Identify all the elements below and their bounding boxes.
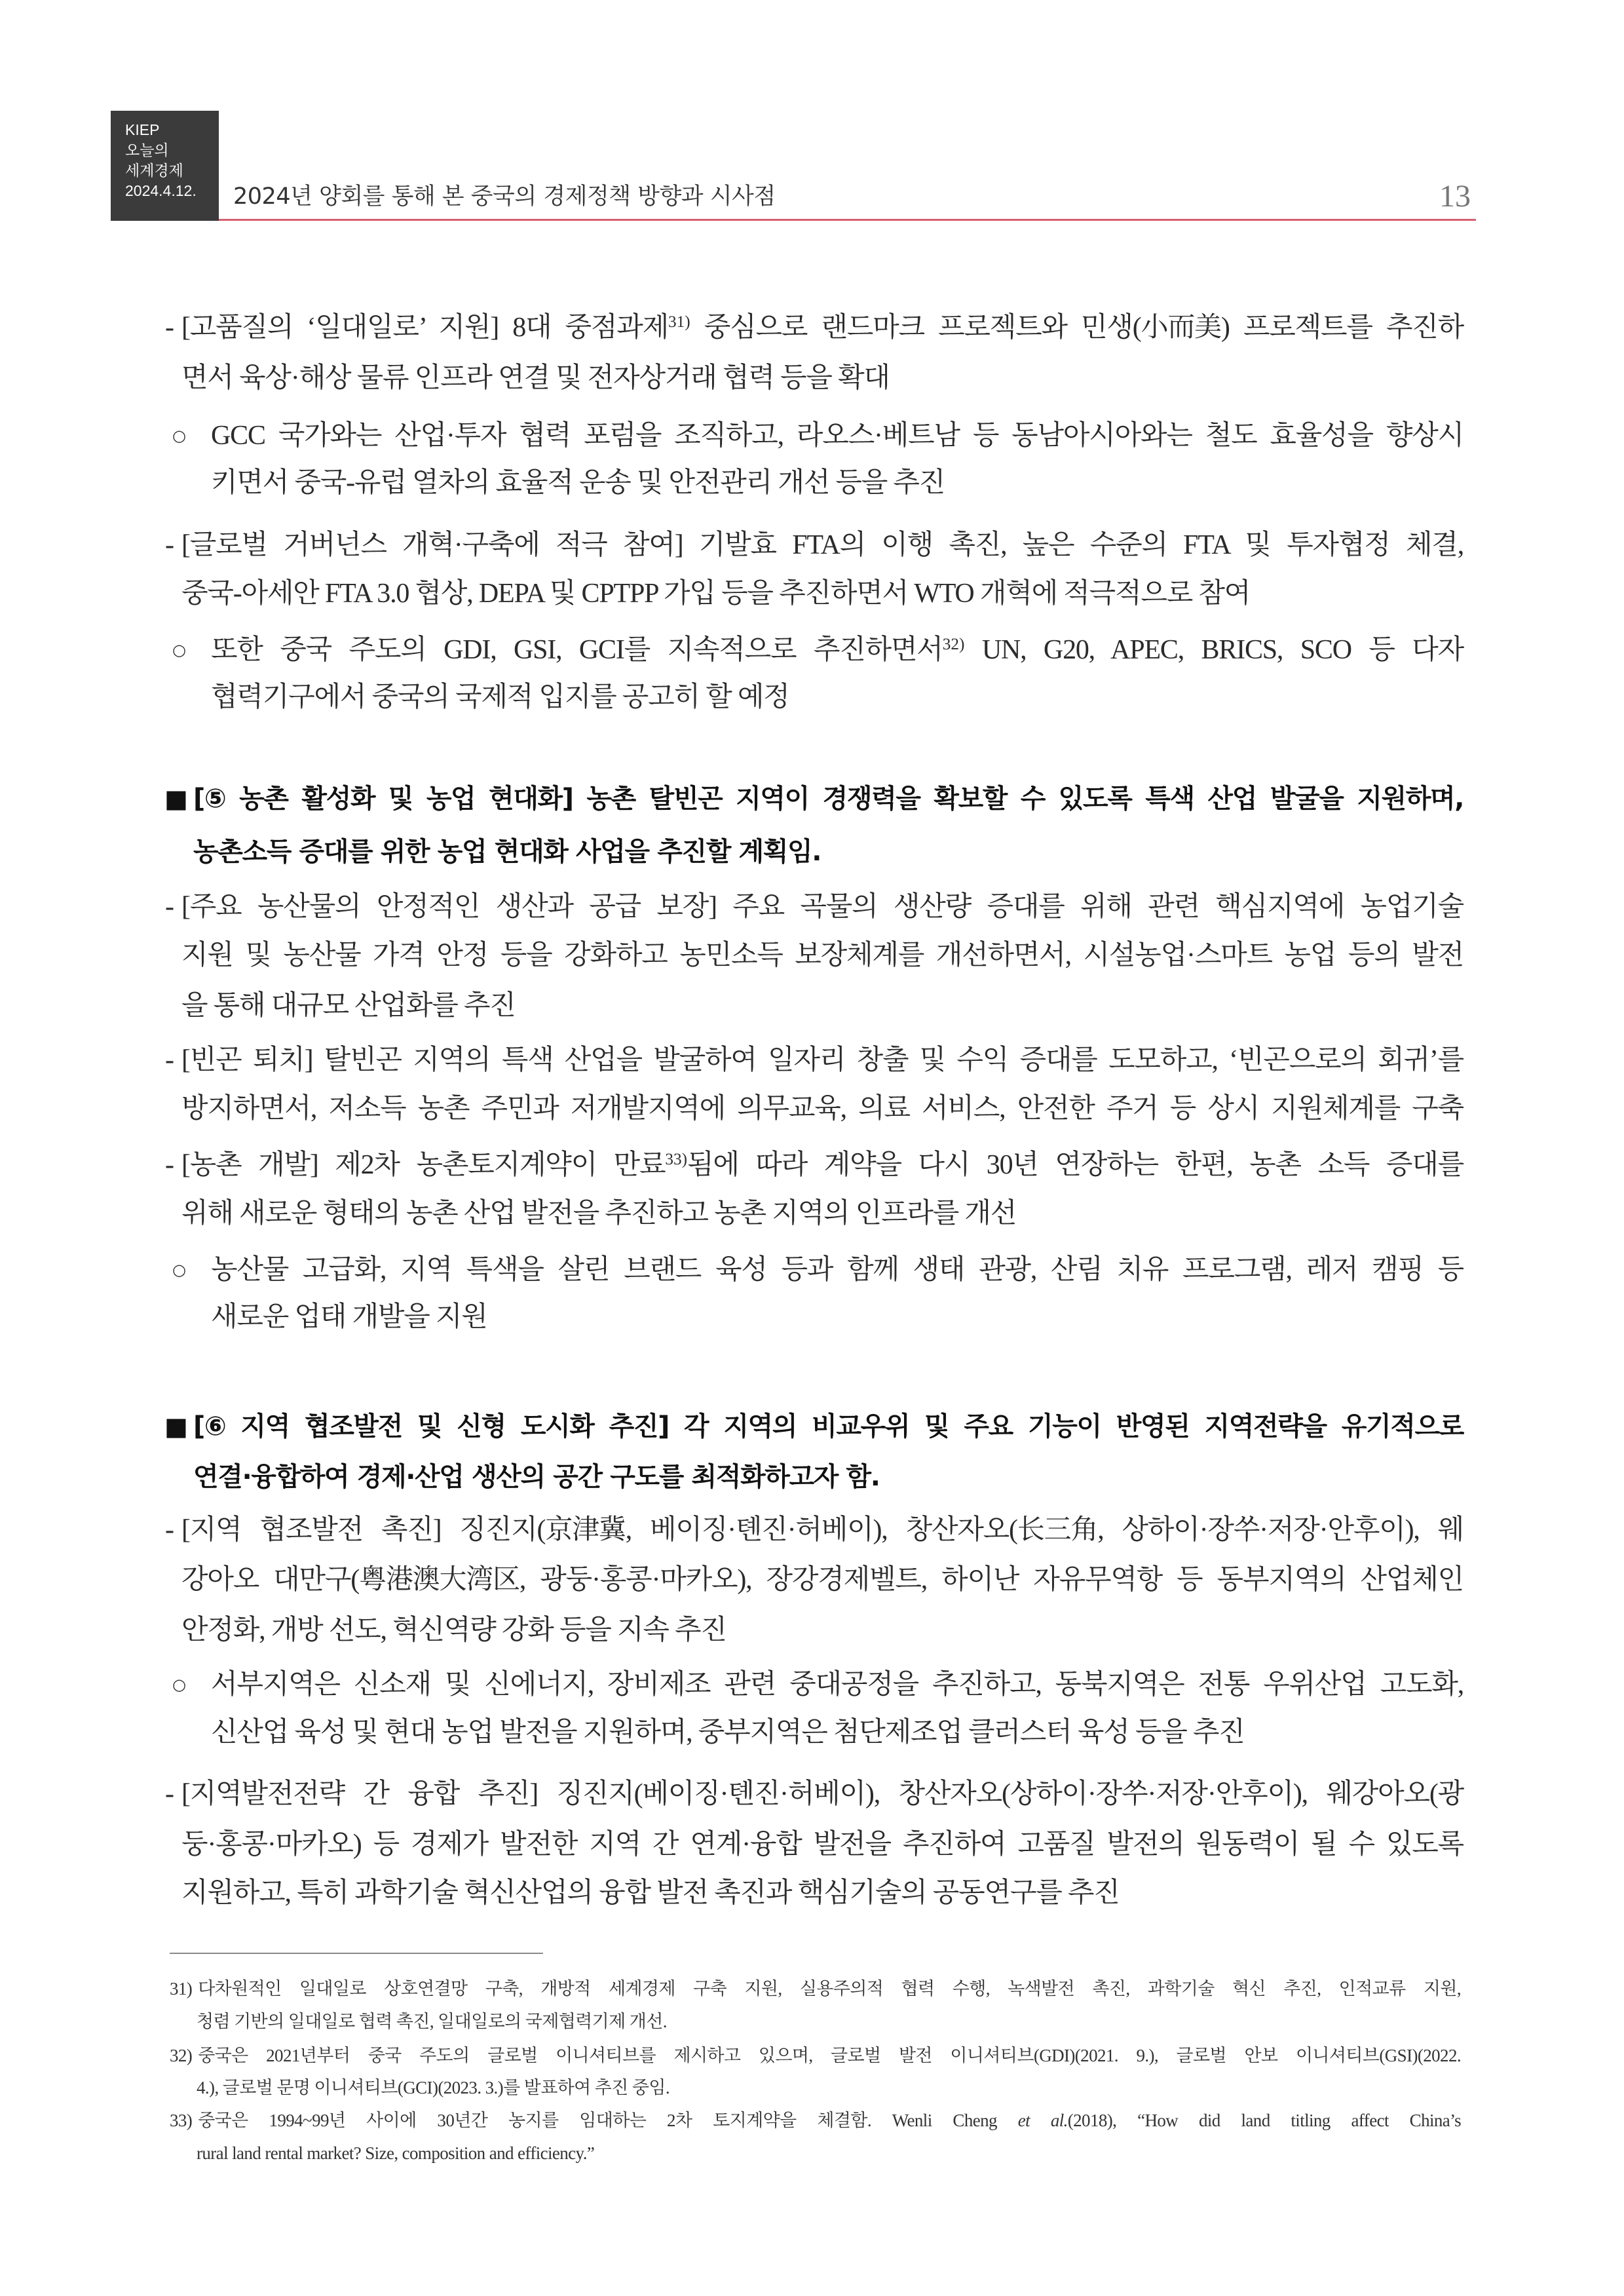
footnote-number: 32) [170,2046,193,2065]
square-bullet: ■ [164,1412,188,1441]
text-line: [고품질의 ‘일대일로’ 지원] 8대 중점과제$^{31)}$ 중심으로 랜드마크 프로젝트와 민생(小而美) 프로젝트를 추진하 [181,313,1463,343]
text-line: 을 통해 대규모 산업화를 추진 [181,991,516,1021]
kiep-badge [111,111,219,221]
text-line: 중국-아세안 FTA 3.0 협상, DEPA 및 CPTPP 가입 등을 추진하면서 WTO 개혁에 적극적으로 참여 [181,579,1251,609]
footnote-ref: 31) [668,313,690,332]
dash-marker: - [165,1045,174,1075]
dash-marker: - [165,1779,174,1809]
dash-marker: - [165,892,174,922]
heading-line: 농촌소득 증대를 위한 농업 현대화 사업을 추진할 계획임. [193,837,821,867]
text-line: [지역 협조발전 촉진] 징진지(京津冀, 베이징·톈진·허베이), 창산자오(长三角, 상하이·장쑤·저장·안후이), 웨 [181,1515,1463,1545]
heading-line: 연결·융합하여 경제·산업 생산의 공간 구도를 최적화하고자 함. [193,1462,880,1492]
page-number: 13 [1439,179,1471,214]
text-line: 면서 육상·해상 물류 인프라 연결 및 전자상거래 협력 등을 확대 [181,363,890,393]
circle-marker: ○ [172,641,186,659]
text-line: 새로운 업태 개발을 지원 [211,1302,487,1332]
dash-marker: - [165,1515,174,1545]
text-line: 강아오 대만구(粤港澳大湾区, 광둥·홍콩·마카오), 장강경제벨트, 하이난 자유무역항 등 동부지역의 산업체인 [181,1565,1463,1595]
text-line: 지원하고, 특히 과학기술 혁신산업의 융합 발전 촉진과 핵심기술의 공동연구를 추진 [181,1878,1120,1908]
footnote-separator [170,1953,543,1954]
text-line: 방지하면서, 저소득 농촌 주민과 저개발지역에 의무교육, 의료 서비스, 안전한 주거 등 상시 지원체계를 구축 [181,1094,1463,1124]
heading-line: [⑤ 농촌 활성화 및 농업 현대화] 농촌 탈빈곤 지역이 경쟁력을 확보할 수 있도록 특색 산업 발굴을 지원하며, [193,784,1463,814]
text-line: GCC 국가와는 산업·투자 협력 포럼을 조직하고, 라오스·베트남 등 동남아시아와는 철도 효율성을 향상시 [211,421,1463,451]
badge-publisher: KIEP [125,121,160,138]
footnote-line: 32) 중국은 2021년부터 중국 주도의 글로벌 이니셔티브를 제시하고 있으며, 글로벌 발전 이니셔티브(GDI)(2021. 9.), 글로벌 안보 이니셔티브(GSI)(2022. [170,2046,1461,2065]
text-line: 위해 새로운 형태의 농촌 산업 발전을 추진하고 농촌 지역의 인프라를 개선 [181,1198,1017,1229]
dash-marker: - [165,1150,174,1180]
square-bullet: ■ [164,784,188,813]
badge-series-line1: 오늘의 [125,142,169,159]
italic-text: et al. [1017,2111,1068,2130]
text-line: 농산물 고급화, 지역 특색을 살린 브랜드 육성 등과 함께 생태 관광, 산림 치유 프로그램, 레저 캠핑 등 [211,1255,1463,1285]
text-line: 안정화, 개방 선도, 혁신역량 강화 등을 지속 추진 [181,1615,727,1645]
text-line: 둥·홍콩·마카오) 등 경제가 발전한 지역 간 연계·융합 발전을 추진하여 고품질 발전의 원동력이 될 수 있도록 [181,1829,1463,1860]
footnote-number: 33) [170,2111,193,2130]
footnote-line: 31) 다차원적인 일대일로 상호연결망 구축, 개방적 세계경제 구축 지원, 실용주의적 협력 수행, 녹색발전 촉진, 과학기술 혁신 추진, 인적교류 지원, [170,1979,1461,1999]
circle-marker: ○ [172,1675,186,1694]
footnote-line: rural land rental market? Size, composition and efficiency.” [197,2143,595,2163]
text-line: 신산업 육성 및 현대 농업 발전을 지원하며, 중부지역은 첨단제조업 클러스터 육성 등을 추진 [211,1717,1245,1748]
text-line: 키면서 중국-유럽 열차의 효율적 운송 및 안전관리 개선 등을 추진 [211,468,945,498]
heading-line: [⑥ 지역 협조발전 및 신형 도시화 추진] 각 지역의 비교우위 및 주요 기능이 반영된 지역전략을 유기적으로 [193,1411,1463,1442]
text-line: [지역발전전략 간 융합 추진] 징진지(베이징·톈진·허베이), 창산자오(상하이·장쑤·저장·안후이), 웨강아오(광 [181,1779,1463,1809]
text-line: [글로벌 거버넌스 개혁·구축에 적극 참여] 기발효 FTA의 이행 촉진, 높은 수준의 FTA 및 투자협정 체결, [181,530,1463,560]
footnote-ref: 33) [665,1151,687,1169]
footnote-ref: 32) [942,636,965,654]
badge-series-line2: 세계경제 [125,162,183,179]
footnote-number: 31) [170,1979,193,1999]
footnote-line: 청렴 기반의 일대일로 협력 촉진, 일대일로의 국제협력기제 개선. [197,2012,667,2031]
text-line: [빈곤 퇴치] 탈빈곤 지역의 특색 산업을 발굴하여 일자리 창출 및 수익 증대를 도모하고, ‘빈곤으로의 회귀’를 [181,1045,1463,1075]
dash-marker: - [165,313,174,343]
text-line: [농촌 개발] 제2차 농촌토지계약이 만료$^{33)}$됨에 따라 계약을 다시 30년 연장하는 한편, 농촌 소득 증대를 [181,1150,1463,1180]
text-line: 지원 및 농산물 가격 안정 등을 강화하고 농민소득 보장체계를 개선하면서, 시설농업·스마트 농업 등의 발전 [181,940,1463,970]
header-rule [219,219,1476,221]
circle-marker: ○ [172,427,186,445]
footnote-line: 4.), 글로벌 문명 이니셔티브(GCI)(2023. 3.)를 발표하여 추진 중임. [197,2078,670,2097]
badge-date: 2024.4.12. [125,182,197,199]
running-header-title: 2024년 양회를 통해 본 중국의 경제정책 방향과 시사점 [233,183,776,210]
footnote-line: 33) 중국은 1994~99년 사이에 30년간 농지를 임대하는 2차 토지계약을 체결함. Wenli Cheng et al.(2018), “How did land titling affect China’s [170,2111,1461,2130]
text-line: 서부지역은 신소재 및 신에너지, 장비제조 관련 중대공정을 추진하고, 동북지역은 전통 우위산업 고도화, [211,1670,1463,1700]
circle-marker: ○ [172,1261,186,1279]
text-line: 또한 중국 주도의 GDI, GSI, GCI를 지속적으로 추진하면서$^{32)}$ UN, G20, APEC, BRICS, SCO 등 다자 [211,635,1463,665]
dash-marker: - [165,530,174,560]
text-line: 협력기구에서 중국의 국제적 입지를 공고히 할 예정 [211,682,789,712]
text-line: [주요 농산물의 안정적인 생산과 공급 보장] 주요 곡물의 생산량 증대를 위해 관련 핵심지역에 농업기술 [181,892,1463,922]
